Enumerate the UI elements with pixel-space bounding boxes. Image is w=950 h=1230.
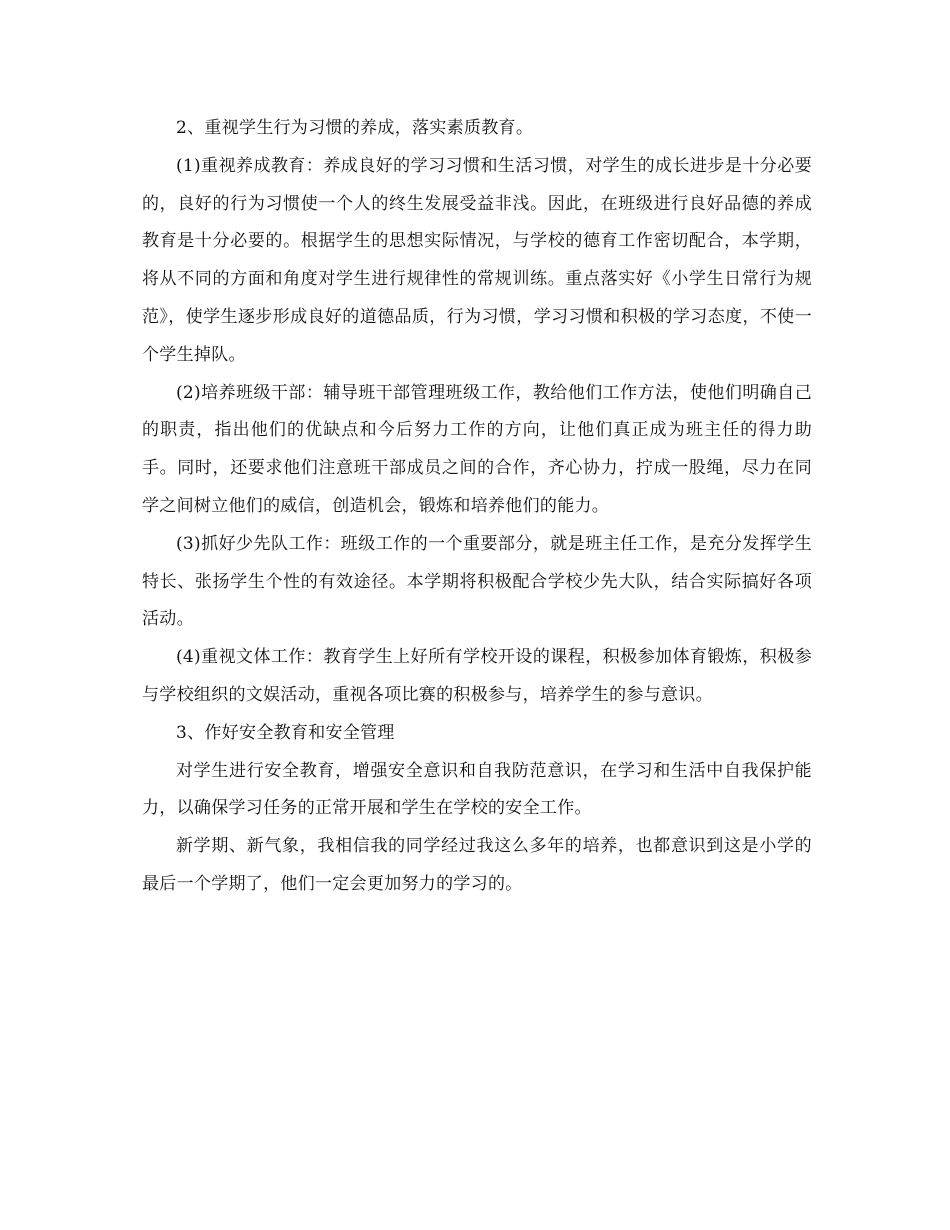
paragraph-safety-education: 对学生进行安全教育，增强安全意识和自我防范意识，在学习和生活中自我保护能力，以确保学习任务的正常开展和学生在学校的安全工作。 xyxy=(142,760,812,819)
paragraph-class-cadres: (2)培养班级干部：辅导班干部管理班级工作，教给他们工作方法，使他们明确自己的职责，指出他们的优缺点和今后努力工作的方向，让他们真正成为班主任的得力助手。同时，还要求他们注意班干部成员之间的合作，齐心协力，拧成一股绳，尽力在同学之间树立他们的威信，创造机会，锻炼和培养他们的能力。 xyxy=(142,382,812,516)
section-heading-3: 3、作好安全教育和安全管理 xyxy=(176,722,395,743)
section-heading-2: 2、重视学生行为习惯的养成，落实素质教育。 xyxy=(176,118,534,138)
document-body xyxy=(142,110,812,904)
paragraph-habit-education: (1)重视养成教育：养成良好的学习习惯和生活习惯，对学生的成长进步是十分必要的，良好的行为习惯使一个人的终生发展受益非浅。因此，在班级进行良好品德的养成教育是十分必要的。根据学生的思想实际情况，与学校的德育工作密切配合，本学期，将从不同的方面和角度对学生进行规律性的常规训练。重点落实好《小学生日常行为规范》，使学生逐步形成良好的道德品质，行为习惯，学习习惯和积极的学习态度，不使一个学生掉队。 xyxy=(142,155,812,365)
paragraph-closing: 新学期、新气象，我相信我的同学经过我这么多年的培养，也都意识到这是小学的最后一个学期了，他们一定会更加努力的学习的。 xyxy=(142,836,812,894)
paragraph-young-pioneers: (3)抓好少先队工作：班级工作的一个重要部分，就是班主任工作，是充分发挥学生特长、张扬学生个性的有效途径。本学期将积极配合学校少先大队，结合实际搞好各项活动。 xyxy=(142,533,812,630)
paragraph-culture-sports: (4)重视文体工作：教育学生上好所有学校开设的课程，积极参加体育锻炼，积极参与学校组织的文娱活动，重视各项比赛的积极参与，培养学生的参与意识。 xyxy=(142,647,812,705)
